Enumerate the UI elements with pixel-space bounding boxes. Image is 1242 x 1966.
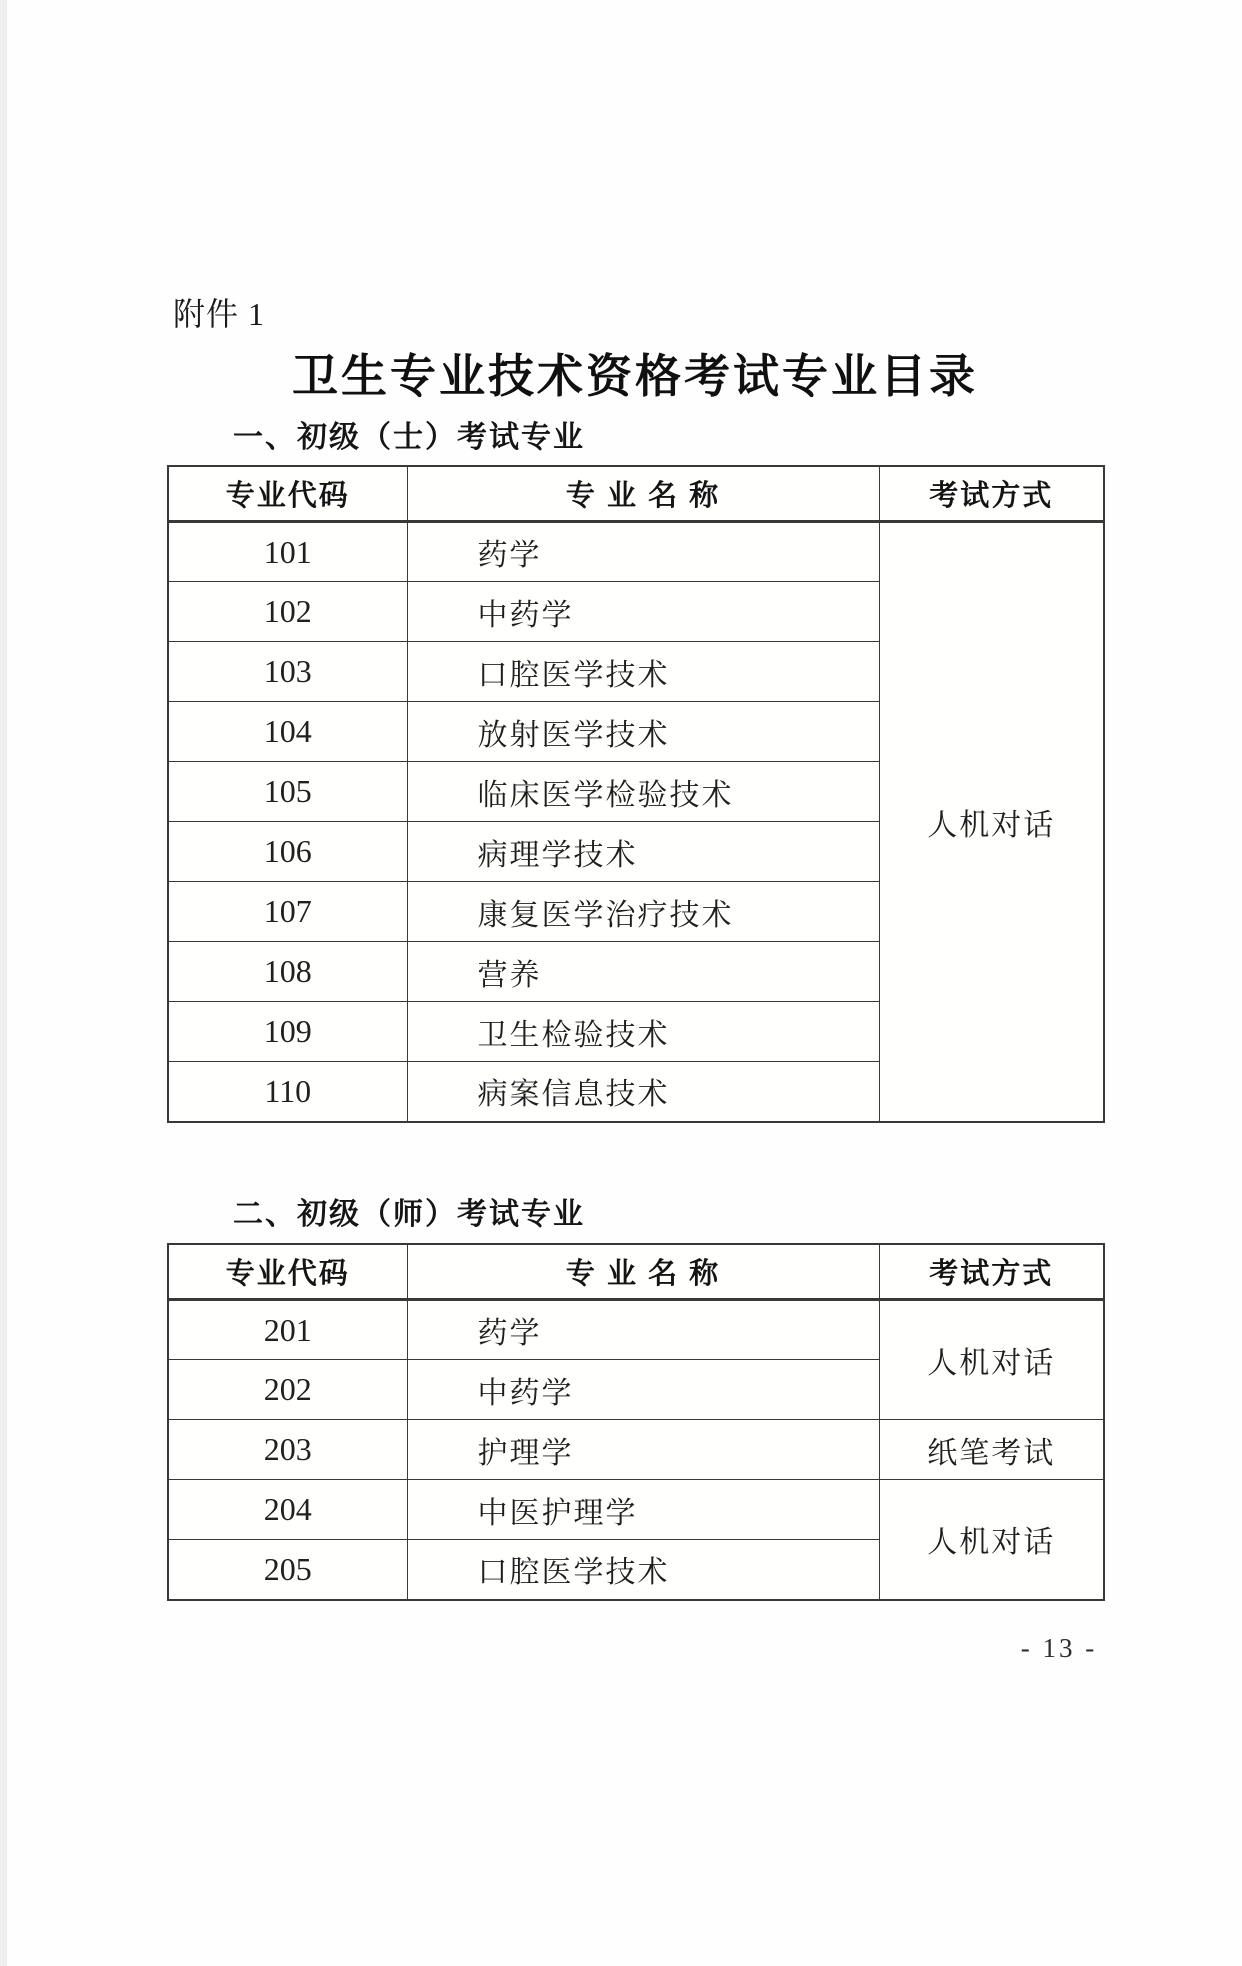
- cell-specialty-code: 102: [168, 582, 407, 642]
- cell-specialty-name: 中药学: [407, 582, 879, 642]
- cell-specialty-code: 103: [168, 642, 407, 702]
- scan-edge-strip: [0, 0, 7, 1966]
- cell-specialty-code: 201: [168, 1300, 407, 1360]
- cell-specialty-code: 203: [168, 1420, 407, 1480]
- page-number: - 13 -: [1020, 1633, 1098, 1663]
- cell-specialty-code: 107: [168, 882, 407, 942]
- cell-specialty-code: 204: [168, 1480, 407, 1540]
- table-header-row: [168, 1244, 1104, 1300]
- cell-specialty-name: 药学: [407, 522, 879, 582]
- cell-specialty-name: 营养: [407, 942, 879, 1002]
- exam-table-junior-shi-practitioner: [167, 1243, 1105, 1601]
- table-body: [168, 1300, 1104, 1600]
- col-header-name: 专 业 名 称: [407, 466, 879, 522]
- cell-specialty-code: 106: [168, 822, 407, 882]
- cell-specialty-code: 110: [168, 1062, 407, 1122]
- cell-specialty-code: 104: [168, 702, 407, 762]
- cell-specialty-name: 口腔医学技术: [407, 1540, 879, 1600]
- cell-specialty-name: 病案信息技术: [407, 1062, 879, 1122]
- section-2-heading: 二、初级（师）考试专业: [233, 1198, 585, 1231]
- cell-specialty-name: 卫生检验技术: [407, 1002, 879, 1062]
- cell-specialty-name: 康复医学治疗技术: [407, 882, 879, 942]
- cell-exam-method: 人机对话: [879, 1300, 1104, 1420]
- cell-specialty-name: 口腔医学技术: [407, 642, 879, 702]
- document-title: 卫生专业技术资格考试专业目录: [292, 350, 978, 402]
- table-header: [168, 466, 1104, 522]
- table-row: [168, 1480, 1104, 1540]
- table-row: [168, 1420, 1104, 1480]
- cell-specialty-name: 放射医学技术: [407, 702, 879, 762]
- col-header-exam-method: 考试方式: [879, 1244, 1104, 1300]
- table-header: [168, 1244, 1104, 1300]
- attachment-label: 附件 1: [173, 296, 266, 332]
- col-header-name: 专 业 名 称: [407, 1244, 879, 1300]
- cell-specialty-code: 101: [168, 522, 407, 582]
- table-row: [168, 522, 1104, 582]
- cell-specialty-name: 中医护理学: [407, 1480, 879, 1540]
- cell-specialty-code: 202: [168, 1360, 407, 1420]
- table-header-row: [168, 466, 1104, 522]
- section-1-heading: 一、初级（士）考试专业: [233, 421, 585, 454]
- cell-specialty-name: 护理学: [407, 1420, 879, 1480]
- cell-specialty-code: 105: [168, 762, 407, 822]
- cell-exam-method: 人机对话: [879, 522, 1104, 1122]
- table-body: [168, 522, 1104, 1122]
- col-header-code: 专业代码: [168, 1244, 407, 1300]
- cell-specialty-code: 108: [168, 942, 407, 1002]
- cell-specialty-code: 205: [168, 1540, 407, 1600]
- table-row: [168, 1300, 1104, 1360]
- cell-exam-method: 人机对话: [879, 1480, 1104, 1600]
- exam-table-junior-shi: [167, 465, 1105, 1123]
- col-header-exam-method: 考试方式: [879, 466, 1104, 522]
- cell-exam-method: 纸笔考试: [879, 1420, 1104, 1480]
- col-header-code: 专业代码: [168, 466, 407, 522]
- cell-specialty-code: 109: [168, 1002, 407, 1062]
- cell-specialty-name: 病理学技术: [407, 822, 879, 882]
- cell-specialty-name: 药学: [407, 1300, 879, 1360]
- cell-specialty-name: 临床医学检验技术: [407, 762, 879, 822]
- cell-specialty-name: 中药学: [407, 1360, 879, 1420]
